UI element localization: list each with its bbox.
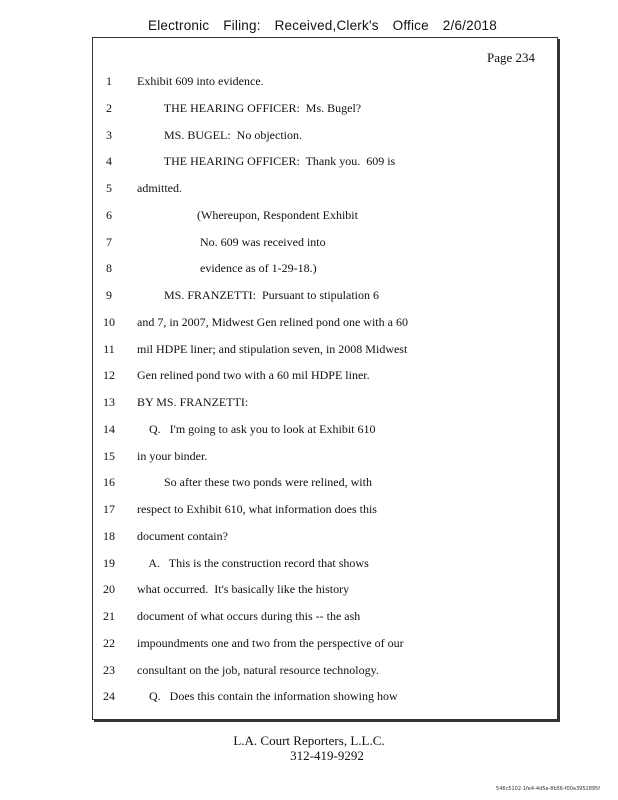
transcript-line	[93, 630, 557, 657]
line-text: THE HEARING OFFICER: Ms. Bugel?	[137, 100, 362, 115]
footer-phone: 312-419-9292	[290, 748, 364, 763]
line-text: Gen relined pond two with a 60 mil HDPE liner.	[137, 368, 370, 383]
line-number: 6	[106, 207, 112, 222]
transcript-line	[93, 336, 557, 363]
transcript-line	[93, 282, 557, 309]
line-number: 20	[103, 582, 115, 597]
line-text: consultant on the job, natural resource technology.	[137, 662, 379, 677]
line-number: 16	[103, 475, 115, 490]
line-text: BY MS. FRANZETTI:	[137, 395, 249, 409]
line-text: impoundments one and two from the perspective of our	[137, 635, 404, 650]
line-text: Q. I'm going to ask you to look at Exhibit 610	[137, 421, 376, 436]
transcript-line	[93, 175, 557, 202]
line-number: 7	[106, 234, 112, 249]
line-text: MS. BUGEL: No objection.	[137, 127, 302, 142]
transcript-line	[93, 576, 557, 603]
line-number: 11	[103, 341, 115, 356]
line-text: in your binder.	[137, 448, 208, 463]
transcript-line	[93, 443, 557, 470]
line-text: So after these two ponds were relined, with	[137, 475, 372, 490]
line-text: evidence as of 1-29-18.)	[137, 261, 317, 276]
transcript-line	[93, 523, 557, 550]
header-word-filing: Filing:	[223, 18, 261, 33]
header-word-office: Office	[392, 18, 429, 33]
line-text: document of what occurs during this -- the ash	[137, 609, 361, 623]
header-word-electronic: Electronic	[148, 18, 210, 33]
document-id: 546c5102-1fe4-4d5a-8b56-f00a3952895f	[496, 786, 600, 792]
transcript-line	[93, 550, 557, 577]
line-text: Q. Does this contain the information showing how	[137, 689, 398, 704]
line-number: 9	[106, 288, 112, 302]
transcript-line	[93, 255, 557, 282]
transcript-line	[93, 416, 557, 443]
transcript-line	[93, 309, 557, 336]
line-number: 21	[103, 609, 115, 623]
line-number: 3	[106, 127, 112, 142]
line-number: 14	[103, 421, 115, 436]
header-date: 2/6/2018	[442, 18, 497, 33]
line-number: 2	[106, 100, 112, 115]
page-number: Page 234	[486, 50, 535, 65]
line-text: admitted.	[137, 181, 182, 195]
transcript-lines	[93, 68, 557, 710]
header-word-received: Received,Clerk's	[274, 18, 379, 33]
line-text: what occurred. It's basically like the history	[137, 582, 350, 597]
transcript-line	[93, 202, 557, 229]
line-text: No. 609 was received into	[137, 234, 326, 249]
line-text: THE HEARING OFFICER: Thank you. 609 is	[137, 154, 396, 169]
line-number: 17	[103, 502, 115, 516]
transcript-line	[93, 122, 557, 149]
line-number: 24	[103, 689, 115, 704]
transcript-line	[93, 683, 557, 710]
line-text: MS. FRANZETTI: Pursuant to stipulation 6	[137, 288, 380, 302]
transcript-line	[93, 95, 557, 122]
line-number: 5	[106, 181, 112, 195]
transcript-line	[93, 68, 557, 95]
line-text: and 7, in 2007, Midwest Gen relined pond one with a 60	[137, 314, 408, 329]
line-text: mil HDPE liner; and stipulation seven, in 2008 Midwest	[137, 341, 408, 356]
line-number: 15	[103, 448, 115, 463]
transcript-line	[93, 362, 557, 389]
transcript-line	[93, 148, 557, 175]
line-number: 13	[103, 395, 115, 409]
line-number: 12	[103, 368, 115, 383]
line-text: document contain?	[137, 528, 228, 543]
footer-company: L.A. Court Reporters, L.L.C.	[233, 733, 385, 748]
line-text: A. This is the construction record that shows	[137, 555, 369, 570]
line-text: Exhibit 609 into evidence.	[137, 74, 264, 88]
transcript-page	[92, 37, 558, 720]
transcript-line	[93, 603, 557, 630]
transcript-line	[93, 229, 557, 256]
transcript-line	[93, 496, 557, 523]
transcript-line	[93, 389, 557, 416]
line-number: 1	[106, 74, 112, 88]
line-number: 8	[106, 261, 112, 276]
line-number: 19	[103, 555, 115, 570]
line-text: (Whereupon, Respondent Exhibit	[137, 207, 358, 222]
transcript-line	[93, 657, 557, 684]
line-number: 22	[103, 635, 115, 650]
footer	[0, 733, 618, 763]
line-number: 4	[106, 154, 112, 169]
filing-stamp-header	[148, 18, 507, 33]
transcript-line	[93, 469, 557, 496]
line-number: 10	[103, 314, 115, 329]
line-number: 18	[103, 528, 115, 543]
line-text: respect to Exhibit 610, what information does this	[137, 502, 377, 516]
line-number: 23	[103, 662, 115, 677]
